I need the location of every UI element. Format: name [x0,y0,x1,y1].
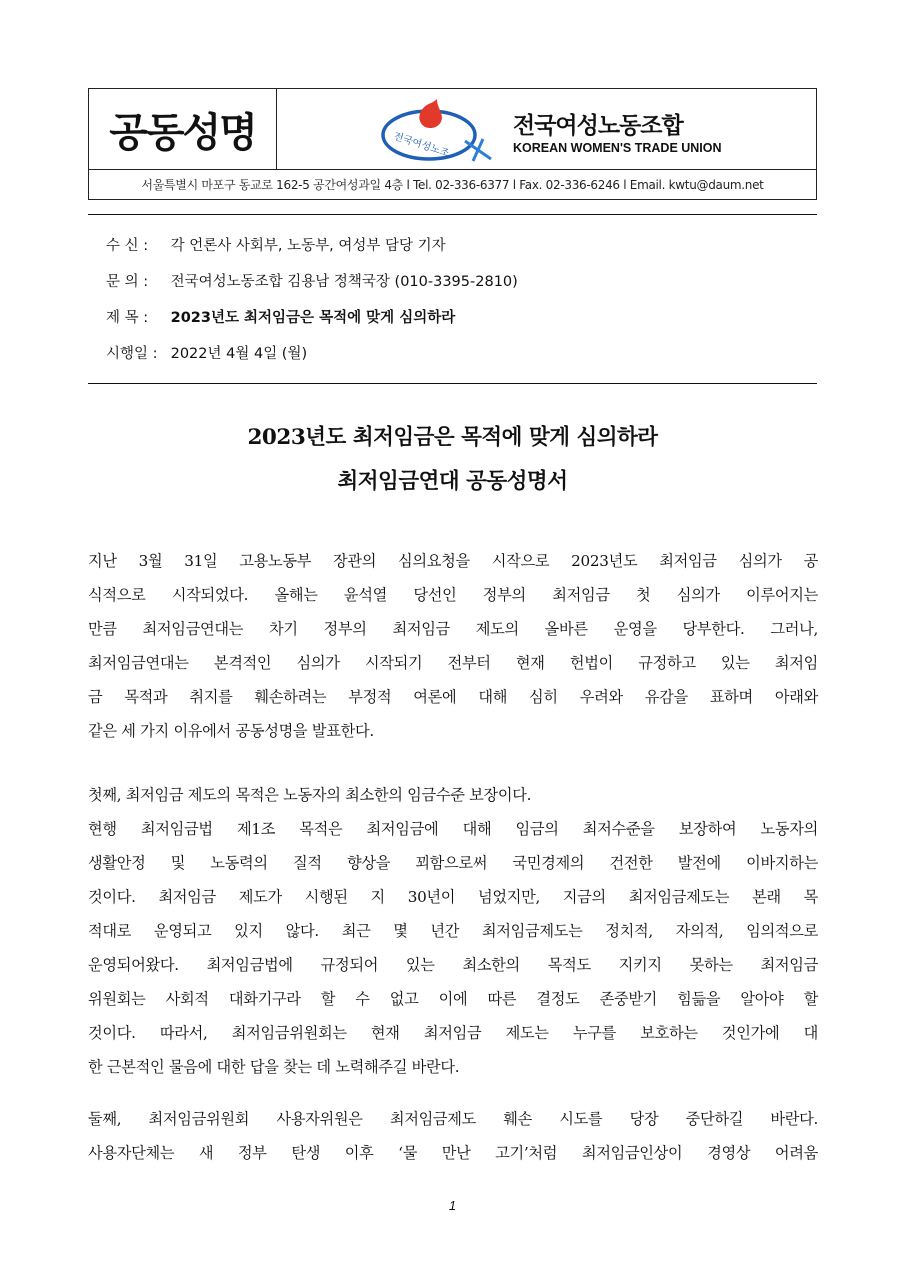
paragraph-line: 식적으로 시작되었다. 올해는 윤석열 당선인 정부의 최저임금 첫 심의가 이루어지는 [88,586,818,604]
main-title-line1: 2023년도 최저임금은 목적에 맞게 심의하라 [247,425,658,450]
paragraph-line: 현행 최저임금법 제1조 목적은 최저임금에 대해 임금의 최저수준을 보장하여 노동자의 [88,820,818,838]
statement-type-title: 공동성명 [109,109,256,156]
paragraph-line: 최저임금연대는 본격적인 심의가 시작되기 전부터 현재 헌법이 규정하고 있는 최저임 [88,654,818,672]
meta-recipient-label: 수 신 : [106,238,149,254]
paragraph-line: 위원회는 사회적 대화기구라 할 수 없고 이에 따른 결정도 존중받기 힘듦을 알아야 할 [88,990,818,1008]
meta-subject-label: 제 목 : [106,310,149,326]
paragraph-line: 적대로 운영되고 있지 않다. 최근 몇 년간 최저임금제도는 정치적, 자의적, 임의적으로 [88,922,818,940]
meta-subject [106,306,455,327]
meta-date [106,342,307,363]
meta-date-value: 2022년 4월 4일 (월) [170,346,308,362]
meta-inquiry-value: 전국여성노동조합 김용남 정책국장 (010-3395-2810) [170,274,518,290]
letterhead-title-cell [89,89,277,169]
paragraph-intro [88,544,818,748]
paragraph-line: 한 근본적인 물음에 대한 답을 찾는 데 노력해주길 바란다. [88,1058,460,1076]
paragraph-second-reason [88,1102,818,1170]
paragraph-line: 같은 세 가지 이유에서 공동성명을 발표한다. [88,722,374,740]
meta-inquiry-label: 문 의 : [106,274,149,290]
paragraph-line: 지난 3월 31일 고용노동부 장관의 심의요청을 시작으로 2023년도 최저임금 심의가 공 [88,552,818,570]
paragraph-line: 둘째, 최저임금위원회 사용자위원은 최저임금제도 훼손 시도를 당장 중단하길 바란다. [88,1110,818,1128]
org-name-english: KOREAN WOMEN'S TRADE UNION [513,141,722,155]
meta-recipient [106,234,446,255]
divider-bottom [88,383,817,384]
org-name-korean: 전국여성노동조합 [513,113,683,139]
main-title-line2: 최저임금연대 공동성명서 [337,469,568,494]
meta-subject-value: 2023년도 최저임금은 목적에 맞게 심의하라 [170,310,456,326]
paragraph-line: 사용자단체는 새 정부 탄생 이후 ‘물 만난 고기’처럼 최저임금인상이 경영상 어려움 [88,1144,818,1162]
paragraph-first-reason [88,778,818,1084]
page-number: 1 [448,1198,457,1213]
divider-top [88,214,817,215]
paragraph-line: 만큼 최저임금연대는 차기 정부의 최저임금 제도의 올바른 운영을 당부한다. 그러나, [88,620,818,638]
logo-lettering: 전국여성노조 [392,131,451,160]
paragraph-line: 것이다. 최저임금 제도가 시행된 지 30년이 넘었지만, 지금의 최저임금제도는 본래 목 [88,888,818,906]
paragraph-line: 첫째, 최저임금 제도의 목적은 노동자의 최소한의 임금수준 보장이다. [88,786,532,804]
letterhead [88,88,817,200]
paragraph-line: 생활안정 및 노동력의 질적 향상을 꾀함으로써 국민경제의 건전한 발전에 이바지하는 [88,854,818,872]
paragraph-line: 것이다. 따라서, 최저임금위원회는 현재 최저임금 제도는 누구를 보호하는 것인가에 대 [88,1024,818,1042]
meta-recipient-value: 각 언론사 사회부, 노동부, 여성부 담당 기자 [170,238,446,254]
contact-info: 서울특별시 마포구 동교로 162-5 공간여성과일 4층 l Tel. 02-336-6377 l Fax. 02-336-6246 l Email. kwtu@daum.net [89,169,816,199]
org-logo-cell [277,89,816,169]
paragraph-line: 금 목적과 취지를 훼손하려는 부정적 여론에 대해 심히 우려와 유감을 표하며 아래와 [88,688,818,706]
meta-inquiry [106,270,518,291]
union-logo-icon [379,95,499,165]
paragraph-line: 운영되어왔다. 최저임금법에 규정되어 있는 최소한의 목적도 지키지 못하는 최저임금 [88,956,818,974]
meta-date-label: 시행일 : [106,346,158,362]
